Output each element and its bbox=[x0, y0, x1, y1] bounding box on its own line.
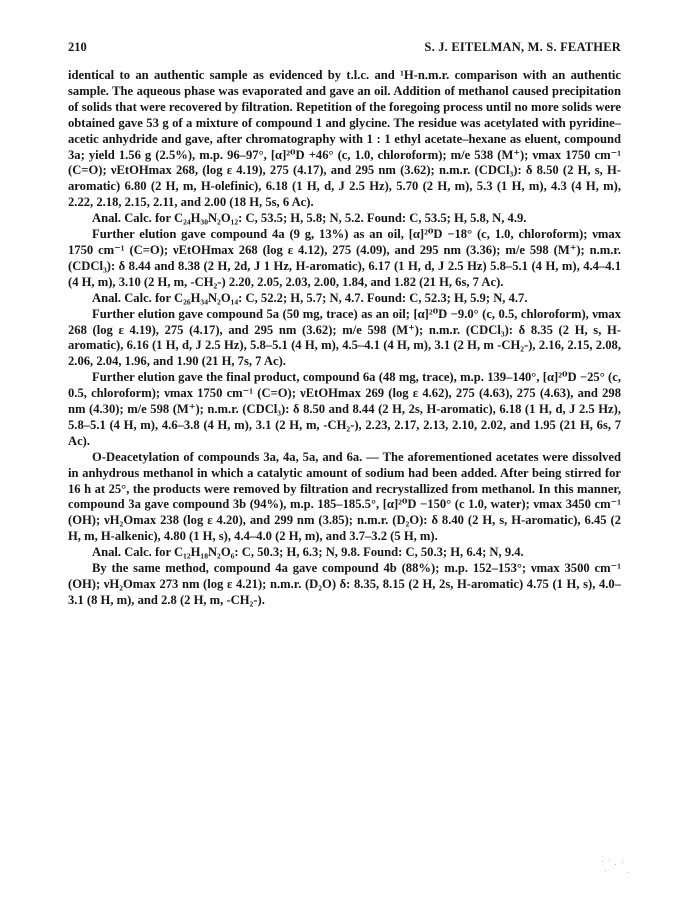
page bbox=[68, 40, 621, 609]
paragraph-1: identical to an authentic sample as evidenced by t.l.c. and ¹H-n.m.r. comparison with an authentic sample. The aqueous phase was evaporated and gave an oil. Addition of methanol caused precipitation of solids that were recovered by filtration. Repetition of the foregoing process until no more solids were obtained gave 53 g of a mixture of compound 1 and glycine. The residue was acetylated with pyridine–acetic anhydride and gave, after chromatography with 1 : 1 ethyl acetate–hexane as eluent, compound 3a; yield 1.56 g (2.5%), m.p. 96–97°, [α]²⁰D +46° (c, 1.0, chloroform); m/e 538 (M⁺); νmax 1750 cm⁻¹ (C=O); νEtOHmax 268, (log ε 4.19), 275 (4.17), and 295 nm (3.62); n.m.r. (CDCl₃): δ 8.50 (2 H, s, H-aromatic) 6.80 (2 H, m, H-olefinic), 6.18 (1 H, d, J 2.5 Hz), 5.70 (2 H, m), 5.3 (1 H, m), 4.3 (4 H, m), 2.22, 2.18, 2.15, 2.11, and 2.00 (18 H, 5s, 6 Ac). bbox=[68, 68, 621, 210]
paragraph-deacetylation: O-Deacetylation of compounds 3a, 4a, 5a, and 6a. — The aforementioned acetates were dissolved in anhydrous methanol in which a catalytic amount of sodium had been added. After being stirred for 16 h at 25°, the products were removed by filtration and recrystallized from methanol. In this manner, compound 3a gave compound 3b (94%), m.p. 185–185.5°, [α]²⁰D −150° (c 1.0, water); νmax 3450 cm⁻¹ (OH); νH₂Omax 238 (log ε 4.20), and 299 nm (3.85); n.m.r. (D₂O): δ 8.40 (2 H, s, H-aromatic), 6.45 (2 H, m, H-alkenic), 4.80 (1 H, s), 4.4–4.0 (2 H, m), and 3.7–3.2 (5 H, m). bbox=[68, 449, 621, 544]
paragraph-5a: Further elution gave compound 5a (50 mg, trace) as an oil; [α]²⁰D −9.0° (c, 0.5, chloroform), νmax 268 (log ε 4.19), 275 (4.17), and 295 nm (3.62); m/e 598 (M⁺); n.m.r. (CDCl₃): δ 8.35 (2 H, s, H-aromatic), 6.16 (1 H, d, J 2.5 Hz), 5.8–5.1 (4 H, m), 4.5–4.1 (4 H, m), 3.1 (2 H, m -CH₂-), 2.16, 2.15, 2.08, 2.06, 2.04, 1.96, and 1.90 (21 H, 7s, 7 Ac). bbox=[68, 306, 621, 369]
running-header bbox=[68, 40, 621, 56]
paragraph-4b: By the same method, compound 4a gave compound 4b (88%); m.p. 152–153°; νmax 3500 cm⁻¹ (OH); νH₂Omax 273 nm (log ε 4.21); n.m.r. (D₂O) δ: 8.35, 8.15 (2 H, 2s, H-aromatic) 4.75 (1 H, s), 4.0–3.1 (8 H, m), and 2.8 (2 H, m, -CH₂-). bbox=[68, 561, 621, 607]
page-number: 210 bbox=[68, 40, 87, 54]
paragraph-6a: Further elution gave the final product, compound 6a (48 mg, trace), m.p. 139–140°, [α]²⁰D −25° (c, 0.5, chloroform); νmax 1750 cm⁻¹ (C=O); νEtOHmax 269 (log ε 4.62), 275 (4.63), 275 (4.63), and 298 nm (4.30); m/e 598 (M⁺); n.m.r. (CDCl₃): δ 8.50 and 8.44 (2 H, 2s, H-aromatic), 6.18 (1 H, d, J 2.5 Hz), 5.8–5.1 (4 H, m), 4.6–3.8 (4 H, m), 3.1 (2 H, m, -CH₂-), 2.23, 2.17, 2.13, 2.10, 2.02, and 1.95 (21 H, 6s, 7 Ac). bbox=[68, 370, 621, 448]
running-title: S. J. EITELMAN, M. S. FEATHER bbox=[424, 40, 621, 54]
analysis-4a: Anal. Calc. for C₂₆H₃₄N₂O₁₄: C, 52.2; H, 5.7; N, 4.7. Found: C, 52.3; H, 5.9; N, 4.7. bbox=[92, 290, 528, 305]
paragraph-4a: Further elution gave compound 4a (9 g, 13%) as an oil, [α]²⁰D −18° (c, 1.0, chloroform); νmax 1750 cm⁻¹ (C=O); νEtOHmax 268 (log ε 4.12), 275 (4.09), and 295 nm (3.36); m/e 598 (M⁺); n.m.r. (CDCl₃): δ 8.44 and 8.38 (2 H, 2d, J 1 Hz, H-aromatic), 6.17 (1 H, d, J 2.5 Hz) 5.8–5.1 (4 H, m), 4.4–4.1 (4 H, m), 3.10 (2 H, m, -CH₂-) 2.20, 2.05, 2.03, 2.00, 1.84, and 1.82 (21 H, 6s, 7 Ac). bbox=[68, 227, 621, 289]
analysis-3a: Anal. Calc. for C₂₄H₃₀N₂O₁₂: C, 53.5; H, 5.8; N, 5.2. Found: C, 53.5; H, 5.8, N, 4.9. bbox=[92, 211, 527, 226]
scan-noise bbox=[600, 858, 640, 878]
article-body bbox=[68, 68, 621, 609]
analysis-3b: Anal. Calc. for C₁₂H₁₈N₂O₆: C, 50.3; H, 6.3; N, 9.8. Found: C, 50.3; H, 6.4; N, 9.4. bbox=[92, 545, 524, 560]
